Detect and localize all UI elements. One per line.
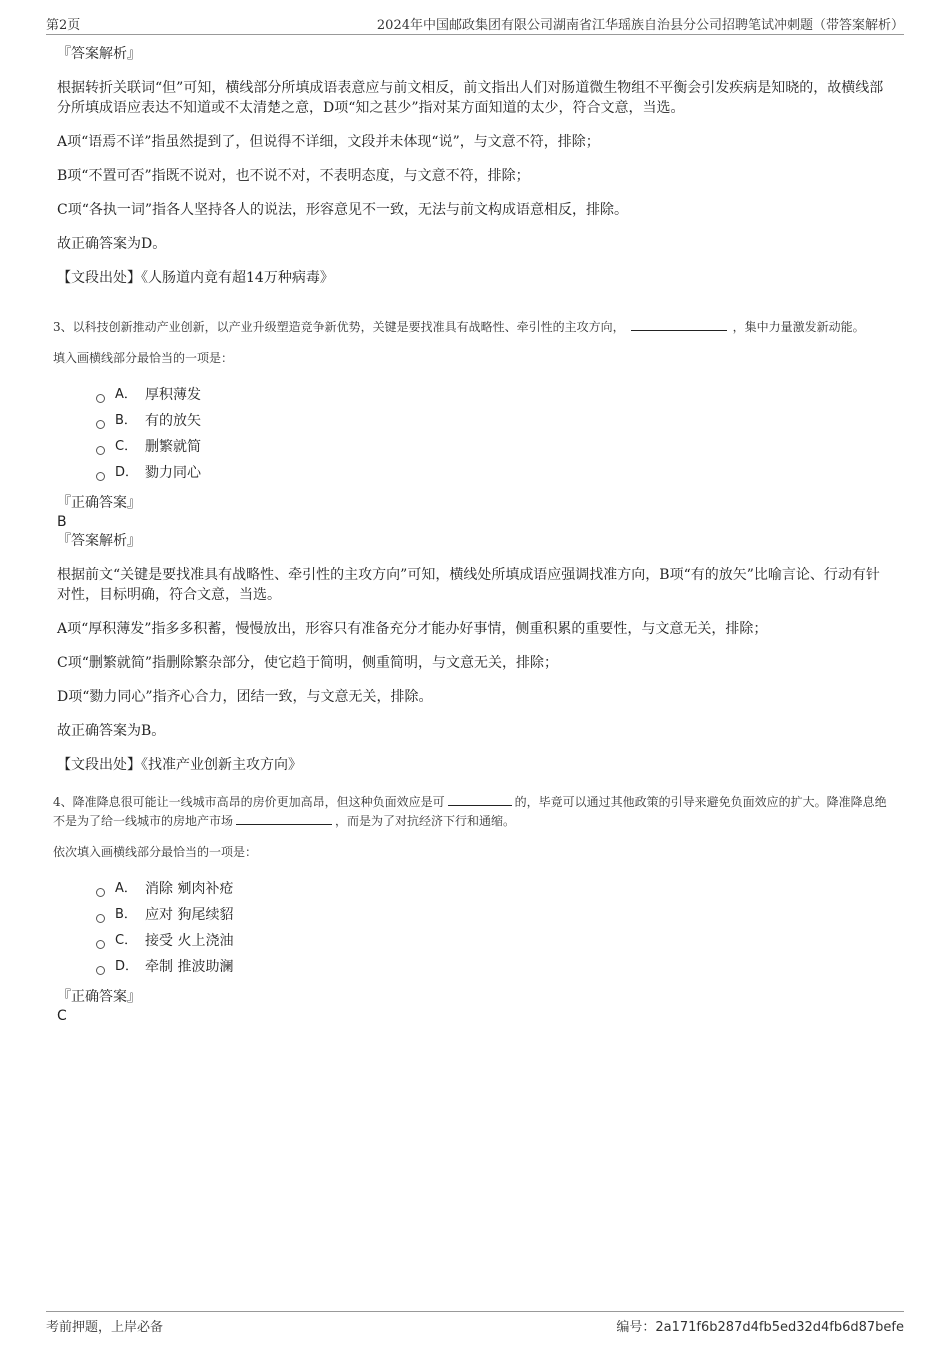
q2-option-a-analysis: A项“语焉不详”指虽然提到了，但说得不详细，文段并未体现“说”，与文意不符，排除； — [57, 134, 600, 150]
option-text: 应对 狗尾续貂 — [145, 907, 234, 923]
option-text: 消除 剜肉补疮 — [145, 881, 234, 897]
q4-blank-2 — [236, 812, 332, 825]
option-key: B． — [115, 907, 137, 922]
q3-answer-label: 『正确答案』 — [57, 495, 141, 511]
q4-stem-part3: ，而是为了对抗经济下行和通缩。 — [335, 814, 516, 828]
q4-answer: C — [57, 1008, 67, 1024]
option-key: B． — [115, 413, 137, 428]
page-footer — [46, 1311, 904, 1336]
option-key: C． — [115, 439, 138, 454]
option-text: 勠力同心 — [145, 465, 201, 481]
q4-answer-label: 『正确答案』 — [57, 989, 141, 1005]
q4-stem — [53, 793, 887, 831]
q4-blank-1 — [448, 793, 512, 806]
q3-stem-part2: ，集中力量激发新动能。 — [732, 320, 865, 334]
radio-icon[interactable] — [96, 914, 105, 923]
q2-analysis-label: 『答案解析』 — [57, 46, 141, 62]
document-code: 编号：2a171f6b287d4fb5ed32d4fb6d87befe — [616, 1320, 904, 1335]
q2-source: 【文段出处】《人肠道内竟有超14万种病毒》 — [57, 270, 334, 286]
q4-stem-part1: 4、降准降息很可能让一线城市高昂的房价更加高昂，但这种负面效应是可 — [53, 795, 445, 809]
q3-blank — [631, 318, 727, 331]
q2-option-b-analysis: B项“不置可否”指既不说对，也不说不对，不表明态度，与文意不符，排除； — [57, 168, 530, 184]
option-key: C． — [115, 933, 138, 948]
q4-option-a[interactable] — [96, 876, 887, 902]
q2-analysis: 根据转折关联词“但”可知，横线部分所填成语表意应与前文相反，前文指出人们对肠道微生物组不平衡会引发疾病是知晓的，故横线部分所填成语应表达不知道或不太清楚之意，D项“知之甚少”指对某方面知道的太少，符合文意，当选。 — [57, 80, 884, 116]
q2-conclusion: 故正确答案为D。 — [57, 236, 167, 252]
q4-stem-part2: 的，毕竟可以通过其他政策的引导来避免负面效应的扩大。降准降息绝不是为了给一线城市的房地产市场 — [53, 795, 887, 828]
q3-analysis-label: 『答案解析』 — [57, 533, 141, 549]
option-text: 有的放矢 — [145, 413, 201, 429]
radio-icon[interactable] — [96, 420, 105, 429]
q3-option-d-analysis: D项“勠力同心”指齐心合力，团结一致，与文意无关，排除。 — [57, 689, 433, 705]
option-text: 删繁就简 — [145, 439, 201, 455]
q4-option-d[interactable] — [96, 954, 887, 980]
q3-option-b[interactable] — [96, 408, 887, 434]
q3-option-a[interactable] — [96, 382, 887, 408]
q3-source: 【文段出处】《找准产业创新主攻方向》 — [57, 757, 302, 773]
option-key: D． — [115, 959, 139, 974]
q3-analysis: 根据前文“关键是要找准具有战略性、牵引性的主攻方向”可知，横线处所填成语应强调找准方向，B项“有的放矢”比喻言论、行动有针对性，目标明确，符合文意，当选。 — [57, 567, 880, 603]
radio-icon[interactable] — [96, 394, 105, 403]
page-header — [46, 12, 904, 35]
radio-icon[interactable] — [96, 472, 105, 481]
radio-icon[interactable] — [96, 966, 105, 975]
option-text: 接受 火上浇油 — [145, 933, 234, 949]
q4-prompt: 依次填入画横线部分最恰当的一项是： — [53, 845, 258, 859]
option-text: 厚积薄发 — [145, 387, 201, 403]
page-number: 第2页 — [46, 18, 81, 33]
q4-option-b[interactable] — [96, 902, 887, 928]
q4-option-c[interactable] — [96, 928, 887, 954]
radio-icon[interactable] — [96, 940, 105, 949]
q3-option-a-analysis: A项“厚积薄发”指多多积蓄，慢慢放出，形容只有准备充分才能办好事情，侧重积累的重要性，与文意无关，排除； — [57, 621, 768, 637]
q3-option-d[interactable] — [96, 460, 887, 486]
page-content — [53, 44, 887, 1025]
q3-conclusion: 故正确答案为B。 — [57, 723, 166, 739]
q3-prompt: 填入画横线部分最恰当的一项是： — [53, 351, 234, 365]
option-text: 牵制 推波助澜 — [145, 959, 234, 975]
option-key: A． — [115, 881, 137, 896]
q3-answer: B — [57, 514, 67, 530]
q2-option-c-analysis: C项“各执一词”指各人坚持各人的说法，形容意见不一致，无法与前文构成语意相反，排除。 — [57, 202, 629, 218]
q3-option-c-analysis: C项“删繁就简”指删除繁杂部分，使它趋于简明，侧重简明，与文意无关，排除； — [57, 655, 559, 671]
radio-icon[interactable] — [96, 888, 105, 897]
footer-slogan: 考前押题，上岸必备 — [46, 1320, 164, 1335]
document-title: 2024年中国邮政集团有限公司湖南省江华瑶族自治县分公司招聘笔试冲刺题（带答案解析） — [376, 18, 904, 33]
q3-options — [96, 382, 887, 486]
option-key: A． — [115, 387, 137, 402]
radio-icon[interactable] — [96, 446, 105, 455]
q3-option-c[interactable] — [96, 434, 887, 460]
q3-stem-part1: 3、以科技创新推动产业创新，以产业升级塑造竞争新优势，关键是要找准具有战略性、牵引性的主攻方向， — [53, 320, 625, 334]
option-key: D． — [115, 465, 139, 480]
q3-stem — [53, 318, 887, 337]
q4-options — [96, 876, 887, 980]
